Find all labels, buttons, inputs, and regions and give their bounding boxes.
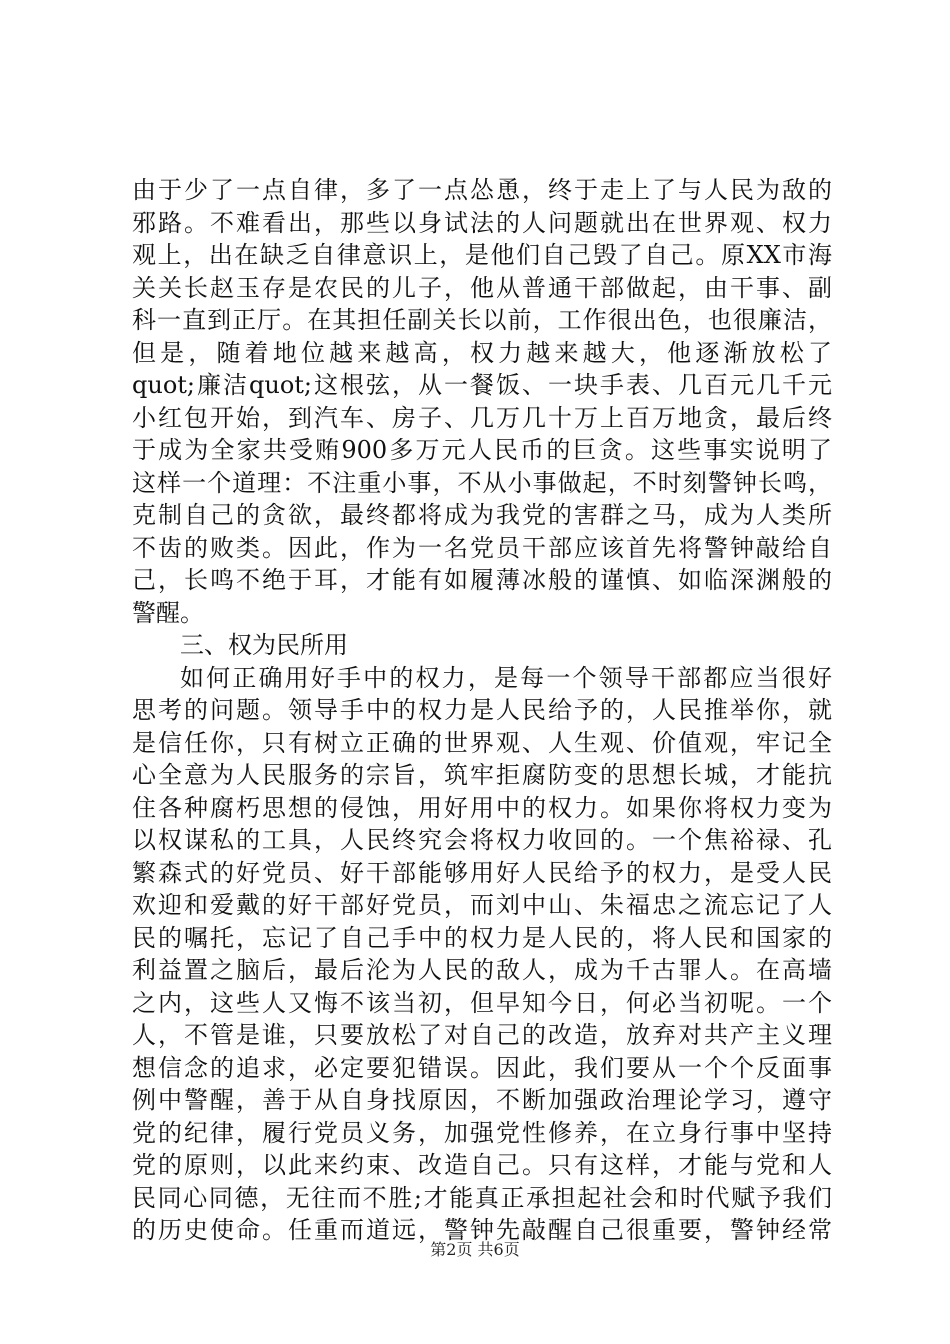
- text-line: 思考的问题。领导手中的权力是人民给予的，人民推举你，就: [132, 696, 832, 724]
- text-line: 己，长鸣不绝于耳，才能有如履薄冰般的谨慎、如临深渊般的: [132, 566, 832, 594]
- text-line: quot;廉洁quot;这根弦，从一餐饭、一块手表、几百元几千元: [132, 371, 832, 399]
- text-line: 是信任你，只有树立正确的世界观、人生观、价值观，牢记全: [132, 728, 832, 757]
- document-body: [132, 174, 832, 1247]
- text-line: 利益置之脑后，最后沦为人民的敌人，成为千古罪人。在高墙: [132, 956, 832, 984]
- text-line: 民同心同德，无往而不胜;才能真正承担起社会和时代赋予我们: [132, 1183, 832, 1212]
- text-line: 的历史使命。任重而道远，警钟先敲醒自己很重要，警钟经常: [132, 1216, 832, 1244]
- text-line: 警醒。: [132, 598, 204, 627]
- text-line: 人，不管是谁，只要放松了对自己的改造，放弃对共产主义理: [132, 1021, 832, 1049]
- text-line: 观上，出在缺乏自律意识上，是他们自己毁了自己。原XX市海: [132, 241, 832, 269]
- text-line: 不齿的败类。因此，作为一名党员干部应该首先将警钟敲给自: [132, 533, 832, 562]
- text-line: 小红包开始，到汽车、房子、几万几十万上百万地贪，最后终: [132, 403, 832, 432]
- text-line: 克制自己的贪欲，最终都将成为我党的害群之马，成为人类所: [132, 501, 832, 529]
- text-line: 欢迎和爱戴的好干部好党员，而刘中山、朱福忠之流忘记了人: [132, 891, 832, 919]
- page-footer: 第2页 共6页: [430, 1240, 520, 1259]
- text-line: 心全意为人民服务的宗旨，筑牢拒腐防变的思想长城，才能抗: [132, 761, 832, 789]
- text-line: 例中警醒，善于从自身找原因，不断加强政治理论学习，遵守: [132, 1086, 832, 1114]
- text-line: 民的嘱托，忘记了自己手中的权力是人民的，将人民和国家的: [132, 923, 832, 952]
- text-line: 这样一个道理：不注重小事，不从小事做起，不时刻警钟长鸣，: [132, 468, 832, 497]
- text-line: 但是，随着地位越来越高，权力越来越大，他逐渐放松了: [132, 338, 832, 367]
- text-line: 由于少了一点自律，多了一点怂恿，终于走上了与人民为敌的: [132, 176, 832, 204]
- text-line: 党的原则，以此来约束、改造自己。只有这样，才能与党和人: [132, 1151, 832, 1179]
- text-line: 于成为全家共受贿900多万元人民币的巨贪。这些事实说明了: [132, 436, 832, 464]
- text-line: 繁森式的好党员、好干部能够用好人民给予的权力，是受人民: [132, 858, 832, 887]
- text-line: 科一直到正厅。在其担任副关长以前，工作很出色，也很廉洁，: [132, 306, 832, 334]
- section-heading: 三、权为民所用: [180, 631, 348, 659]
- text-line: 关关长赵玉存是农民的儿子，他从普通干部做起，由干事、副: [132, 273, 832, 302]
- text-line: 如何正确用好手中的权力，是每一个领导干部都应当很好: [180, 663, 832, 692]
- text-line: 党的纪律，履行党员义务，加强党性修养，在立身行事中坚持: [132, 1118, 832, 1147]
- text-line: 以权谋私的工具，人民终究会将权力收回的。一个焦裕禄、孔: [132, 826, 832, 854]
- text-line: 之内，这些人又悔不该当初，但早知今日，何必当初呢。一个: [132, 988, 832, 1017]
- text-line: 想信念的追求，必定要犯错误。因此，我们要从一个个反面事: [132, 1053, 832, 1082]
- text-line: 住各种腐朽思想的侵蚀，用好用中的权力。如果你将权力变为: [132, 793, 832, 822]
- text-line: 邪路。不难看出，那些以身试法的人问题就出在世界观、权力: [132, 208, 832, 237]
